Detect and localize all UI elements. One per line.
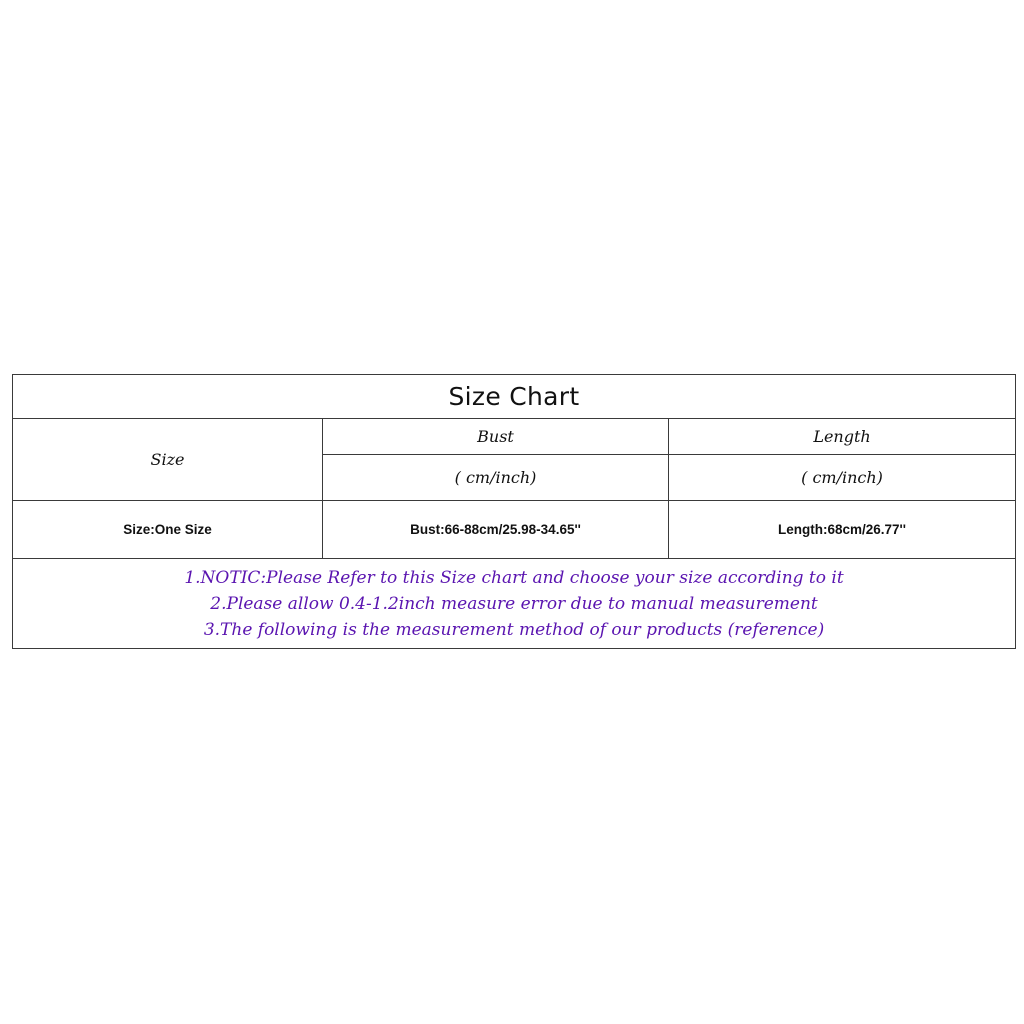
bust-header: Bust (323, 419, 669, 455)
length-unit: ( cm/inch) (669, 455, 1016, 501)
length-header: Length (669, 419, 1016, 455)
note-2: 2.Please allow 0.4-1.2inch measure error due to manual measurement (210, 593, 818, 614)
notes-row (13, 559, 1016, 649)
size-header: Size (13, 419, 323, 501)
notes-cell (13, 559, 1016, 649)
bust-unit: ( cm/inch) (323, 455, 669, 501)
size-chart-title: Size Chart (13, 375, 1016, 419)
size-value: Size:One Size (13, 501, 323, 559)
size-chart-table (12, 374, 1016, 649)
bust-value: Bust:66-88cm/25.98-34.65'' (323, 501, 669, 559)
title-row (13, 375, 1016, 419)
header-row (13, 419, 1016, 455)
length-value: Length:68cm/26.77'' (669, 501, 1016, 559)
table-row (13, 501, 1016, 559)
note-1: 1.NOTIC:Please Refer to this Size chart and choose your size according to it (184, 567, 844, 588)
note-3: 3.The following is the measurement method of our products (reference) (203, 619, 825, 640)
